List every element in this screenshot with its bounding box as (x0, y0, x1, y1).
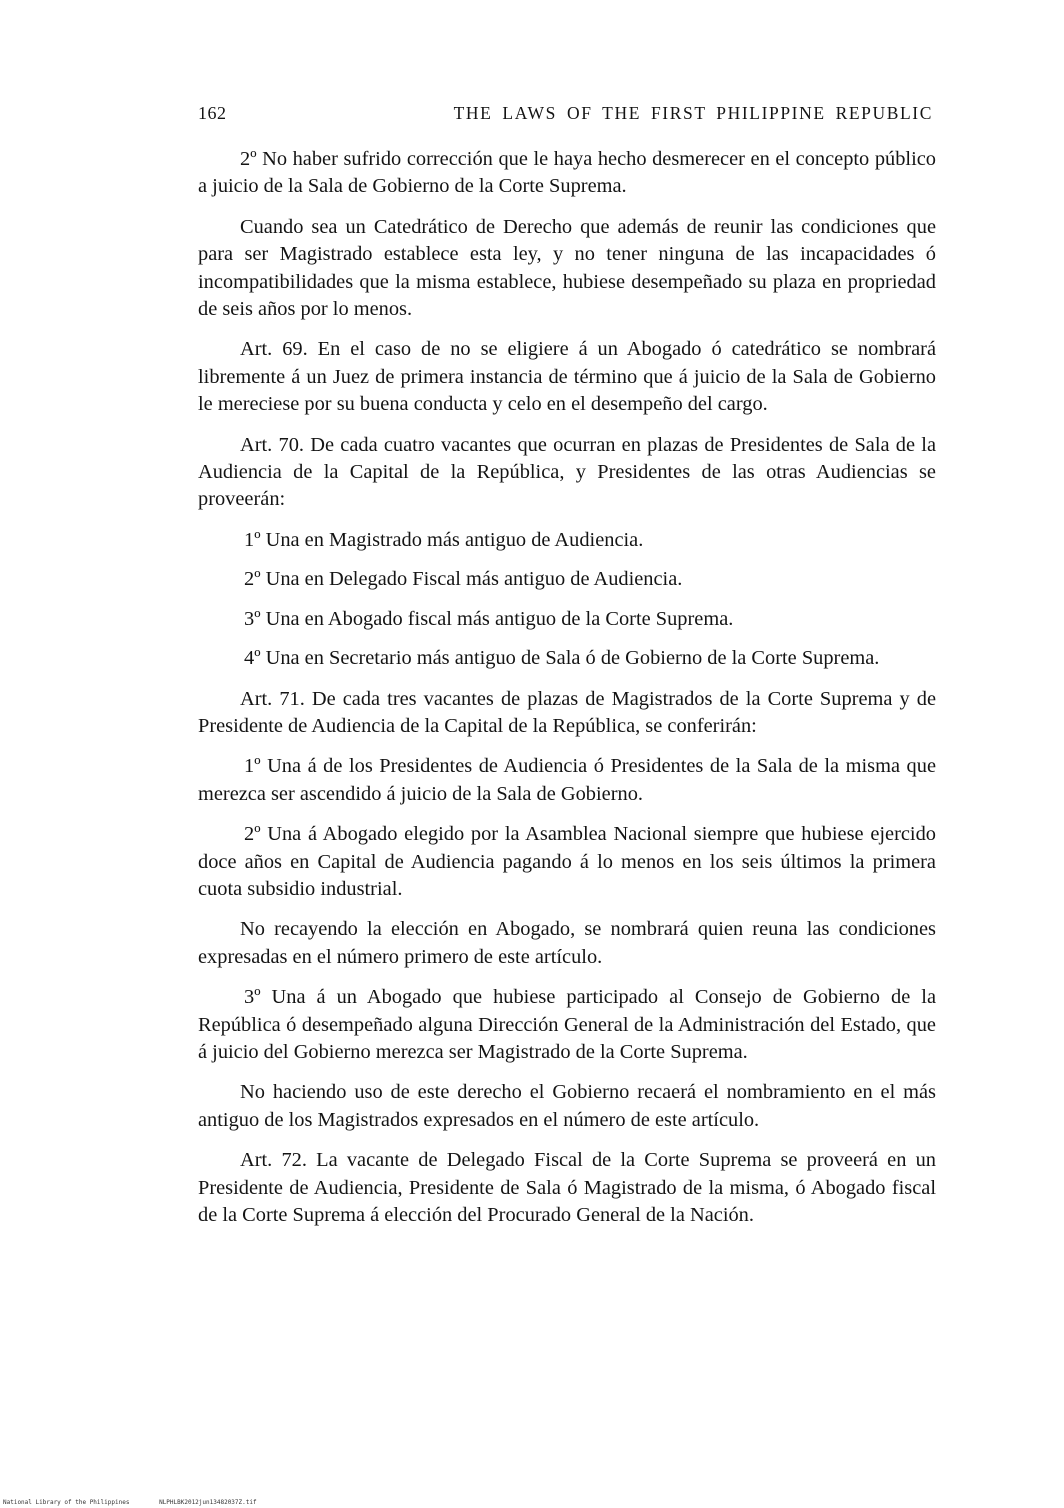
paragraph-catedratico: Cuando sea un Catedrático de Derecho que además de reunir las condiciones que para ser Magistrado establece esta ley, y no tener ninguna de las incapacidades ó incompatibilidades que la misma establece, hubiese desempeñado su plaza en propriedad de seis años por lo menos. (198, 215, 936, 321)
list-item-art71-3: 3º Una á un Abogado que hubiese participado al Consejo de Gobierno de la República ó desempeñado alguna Dirección General de la Administración del Estado, que á juicio del Gobierno merezca ser Magistrado de la Corte Suprema. (198, 986, 936, 1063)
paragraph-art-70: Art. 70. De cada cuatro vacantes que ocurran en plazas de Presidentes de Sala de la Audiencia de la Capital de la República, y Presidentes de las otras Audiencias se proveerán: (198, 433, 936, 511)
library-credit: National Library of the Philippines (3, 1499, 130, 1506)
page-header (198, 103, 933, 127)
page-body (198, 146, 936, 1242)
list-item-art71-1: 1º Una á de los Presidentes de Audiencia ó Presidentes de la Sala de la misma que merezca ser ascendido á juicio de la Sala de Gobierno. (198, 755, 936, 805)
scan-footer (3, 1499, 257, 1506)
scan-id: NLPHLBK2012jun13482037Z.tif (159, 1499, 257, 1506)
list-item-art70-3: 3º Una en Abogado fiscal más antiguo de la Corte Suprema. (244, 607, 734, 630)
list-item-art70-4: 4º Una en Secretario más antiguo de Sala ó de Gobierno de la Corte Suprema. (244, 647, 880, 670)
paragraph-art-72: Art. 72. La vacante de Delegado Fiscal de la Corte Suprema se proveerá en un Presidente de Audiencia, Presidente de Sala ó Magistrado de la misma, ó Abogado fiscal de la Corte Suprema á elección del Procurado General de la Nación. (198, 1149, 936, 1226)
page-number: 162 (198, 103, 227, 123)
paragraph-art-71: Art. 71. De cada tres vacantes de plazas de Magistrados de la Corte Suprema y de Presidente de Audiencia de la Capital de la República, se conferirán: (198, 687, 936, 737)
paragraph-no-haciendo: No haciendo uso de este derecho el Gobierno recaerá el nombramiento en el más antiguo de los Magistrados expresados en el número de este artículo. (198, 1081, 936, 1131)
paragraph-art-69: Art. 69. En el caso de no se eligiere á un Abogado ó catedrático se nombrará libremente á un Juez de primera instancia de término que á juicio de la Sala de Gobierno le mereciese por su buena conducta y celo en el desempeño del cargo. (198, 338, 936, 416)
paragraph-no-recayendo: No recayendo la elección en Abogado, se nombrará quien reuna las condiciones expresadas en el número primero de este artículo. (198, 918, 936, 968)
paragraph-requirement-2: 2º No haber sufrido corrección que le haya hecho desmerecer en el concepto público a juicio de la Sala de Gobierno de la Corte Suprema. (198, 148, 936, 198)
list-item-art71-2: 2º Una á Abogado elegido por la Asamblea Nacional siempre que hubiese ejercido doce años en Capital de Audiencia pagando á lo menos en los seis últimos la primera cuota subsidio industrial. (198, 823, 936, 900)
running-title: THE LAWS OF THE FIRST PHILIPPINE REPUBLIC (453, 103, 933, 123)
list-item-art70-1: 1º Una en Magistrado más antiguo de Audiencia. (244, 528, 644, 551)
list-item-art70-2: 2º Una en Delegado Fiscal más antiguo de Audiencia. (244, 568, 683, 591)
